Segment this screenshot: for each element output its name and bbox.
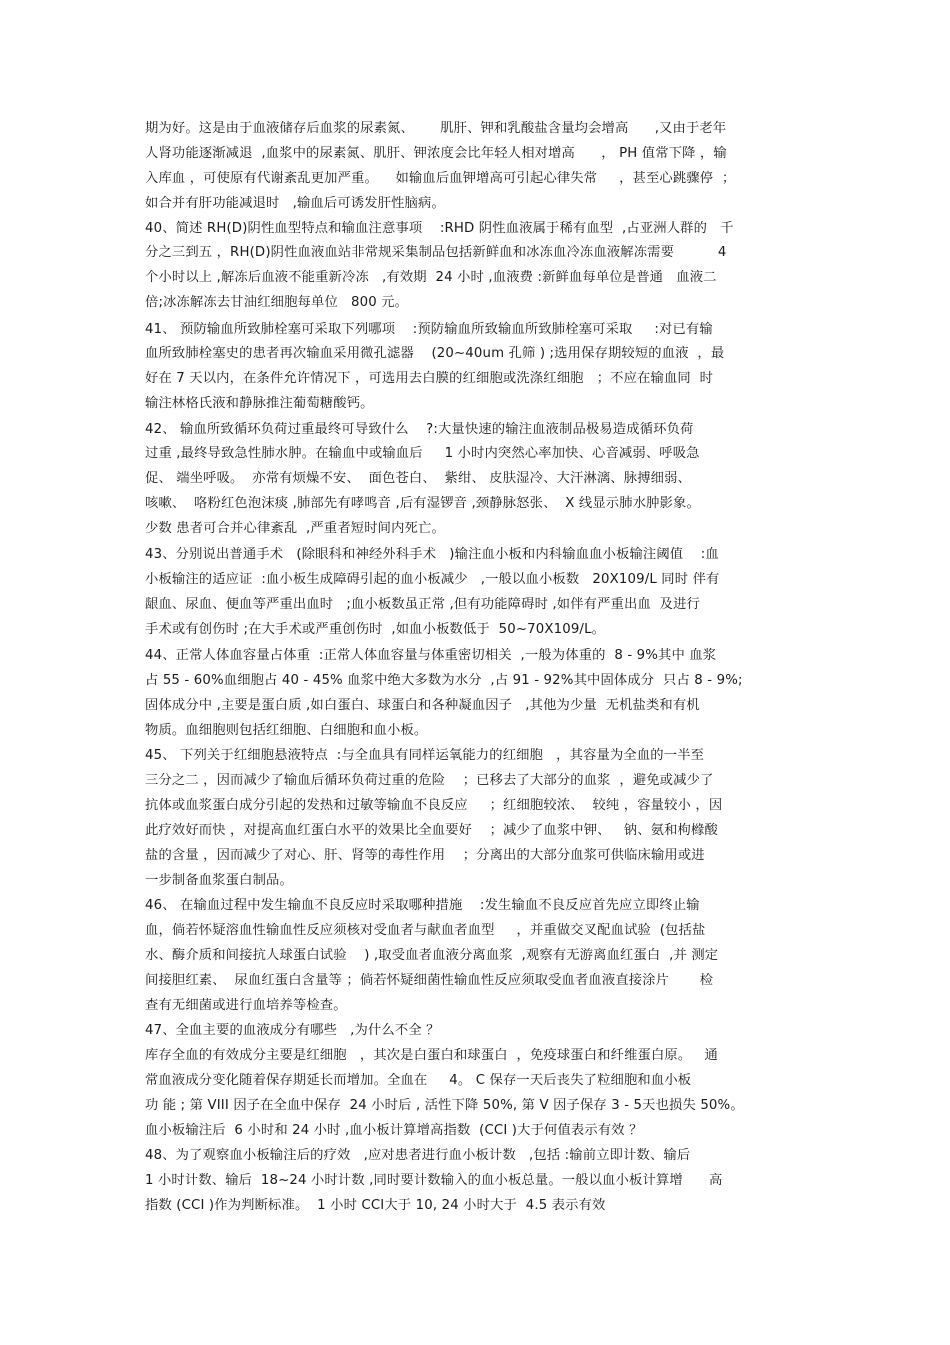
text-line: 好在 7 天以内，在条件允许情况下 ，可选用去白膜的红细胞或洗涤红细胞 ；不应在输血同 时 [145,371,714,386]
text-line: 小板输注的适应证 :血小板生成障碍引起的血小板减少 ,一般以血小板数 20X109/L 同时 伴有 [145,572,720,587]
question-42: 42、 输血所致循环负荷过重最终可导致什么 ?:大量快速的输注血液制品极易造成循环负荷 [145,422,694,437]
question-47: 47、全血主要的血液成分有哪些 ,为什么不全 ？ [145,1023,440,1038]
text-line: 库存全血的有效成分主要是红细胞 ，其次是白蛋白和球蛋白 ，免疫球蛋白和纤维蛋白原。 通 [145,1048,718,1063]
text-line: 常血液成分变化随着保存期延长而增加。全血在 4。 C 保存一天后丧失了粒细胞和血小板 [145,1073,692,1088]
text-line: 固体成分中 ,主要是蛋白质 ,如白蛋白、球蛋白和各种凝血因子 ,其他为少量 无机盐类和有机 [145,698,700,713]
text-line: 功 能 ; 第 VIII 因子在全血中保存 24 小时后 , 活性下降 50%, 第 V 因子保存 3 - 5天也损失 50%。 [145,1098,744,1113]
text-line: 分之三到五 ，RH(D)阴性血液血站非常规采集制品包括新鲜血和冰冻血冷冻血液解冻需要 4 [145,245,727,260]
text-line: 指数 (CCI )作为判断标准。 1 小时 CCI大于 10, 24 小时大于 4.5 表示有效 [145,1198,606,1213]
text-line: 如合并有肝功能减退时 ,输血后可诱发肝性脑病。 [145,196,445,211]
text-line: 龈血、尿血、便血等严重出血时 ;血小板数虽正常 ,但有功能障碍时 ,如伴有严重出血 及进行 [145,597,700,612]
text-line: 物质。血细胞则包括红细胞、白细胞和血小板。 [145,723,428,738]
text-line: 水、酶介质和间接抗人球蛋白试验 ) ,取受血者血液分离血浆 ,观察有无游离血红蛋白 ,并 测定 [145,948,719,963]
text-line: 血，倘若怀疑溶血性输血性反应须核对受血者与献血者血型 ，并重做交叉配血试验 (包括盐 [145,923,706,938]
question-40: 40、简述 RH(D)阴性血型特点和输血注意事项 :RHD 阴性血液属于稀有血型 ,占亚洲人群的 千 [145,221,734,236]
text-line: 1 小时计数、输后 18~24 小时计数 ,同时要计数输入的血小板总量。一般以血小板计算增 高 [145,1173,723,1188]
text-line: 一步制备血浆蛋白制品。 [145,873,293,888]
question-45: 45、 下列关于红细胞悬液特点 :与全血具有同样运氧能力的红细胞 ，其容量为全血的一半至 [145,748,705,763]
text-line: 过重 ,最终导致急性肺水肿。在输血中或输血后 1 小时内突然心率加快、心音减弱、呼吸急 [145,446,700,461]
text-line: 血小板输注后 6 小时和 24 小时 ,血小板计算增高指数 (CCI )大于何值表示有效 ？ [145,1123,643,1138]
text-line: 入库血 ，可使原有代谢紊乱更加严重。 如输血后血钾增高可引起心律失常 ，甚至心跳骤停 ； [145,171,736,186]
text-line: 此疗效好而快 ，对提高血红蛋白水平的效果比全血要好 ；减少了血浆中钾、 钠、氨和枸橼酸 [145,823,718,838]
text-line: 抗体或血浆蛋白成分引起的发热和过敏等输血不良反应 ；红细胞较浓、 较纯 ，容量较小 ，因 [145,798,723,813]
text-line: 盐的含量 ，因而减少了对心、肝、肾等的毒性作用 ；分离出的大部分血浆可供临床输用或进 [145,848,705,863]
question-41: 41、 预防输血所致肺栓塞可采取下列哪项 :预防输血所致输血所致肺栓塞可采取 :对已有输 [145,322,713,337]
text-line: 人肾功能逐渐减退 ,血浆中的尿素氮、肌肝、钾浓度会比年轻人相对增高 ， PH 值常下降 ，输 [145,146,727,161]
question-46: 46、 在输血过程中发生输血不良反应时采取哪种措施 :发生输血不良反应首先应立即终止输 [145,898,700,913]
text-line: 间接胆红素、 尿血红蛋白含量等 ；倘若怀疑细菌性输血性反应须取受血者血液直接涂片 检 [145,973,714,988]
question-48: 48、为了观察血小板输注后的疗效 ,应对患者进行血小板计数 ,包括 :输前立即计数、输后 [145,1148,691,1163]
text-line: 三分之二 ，因而减少了输血后循环负荷过重的危险 ；已移去了大部分的血浆 ，避免或减少了 [145,773,714,788]
text-line: 倍;冰冻解冻去甘油红细胞每单位 800 元。 [145,295,409,310]
question-43: 43、分别说出普通手术 (除眼科和神经外科手术 )输注血小板和内科输血血小板输注阈值 :血 [145,547,719,562]
text-line: 血所致肺栓塞史的患者再次输血采用微孔滤器 (20~40um 孔筛 ) ;选用保存期较短的血液 ，最 [145,346,725,361]
question-44: 44、正常人体血容量占体重 :正常人体血容量与体重密切相关 ,一般为体重的 8 - 9%其中 血浆 [145,648,717,663]
text-line: 查有无细菌或进行血培养等检查。 [145,998,347,1013]
text-line: 咳嗽、 咯粉红色泡沫痰 ,肺部先有哮鸣音 ,后有湿锣音 ,颈静脉怒张、 X 线显示肺水肿影象。 [145,496,700,511]
text-line: 少数 患者可合并心律紊乱 ,严重者短时间内死亡。 [145,521,445,536]
text-line: 输注林格氏液和静脉推注葡萄糖酸钙。 [145,396,374,411]
text-line: 期为好。这是由于血液储存后血浆的尿素氮、 肌肝、钾和乳酸盐含量均会增高 ,又由于老年 [145,121,727,136]
text-line: 占 55 - 60%血细胞占 40 - 45% 血浆中绝大多数为水分 ,占 91 - 92%其中固体成分 只占 8 - 9%; [145,673,743,688]
text-line: 手术或有创伤时 ;在大手术或严重创伤时 ,如血小板数低于 50~70X109/L。 [145,622,606,637]
text-line: 促、 端坐呼吸。 亦常有烦燥不安、 面色苍白、 紫绀、 皮肤湿冷、大汗淋漓、脉搏细弱、 [145,471,691,486]
text-line: 个小时以上 ,解冻后血液不能重新冷冻 ,有效期 24 小时 ,血液费 :新鲜血每单位是普通 血液二 [145,270,717,285]
